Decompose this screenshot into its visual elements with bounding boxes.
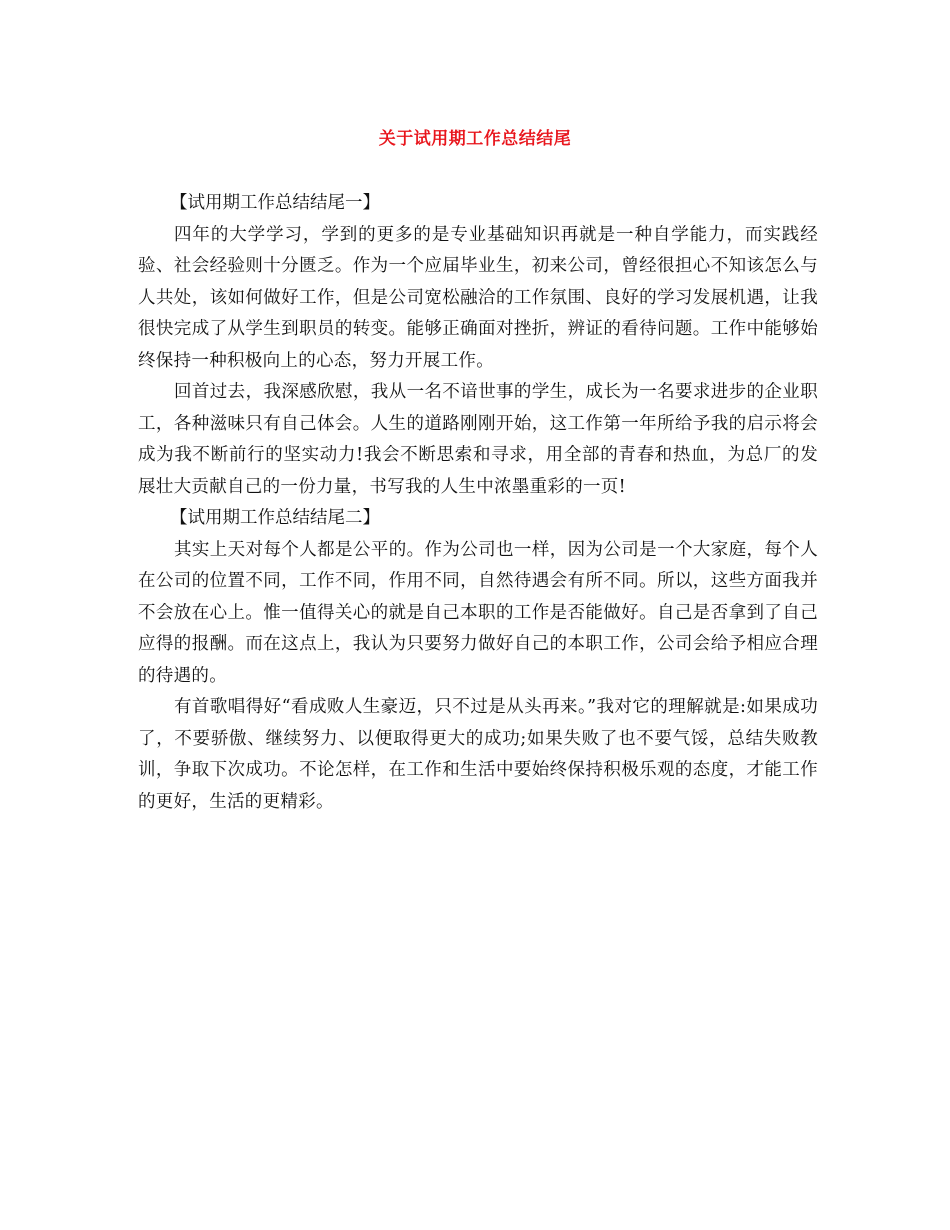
paragraph: 有首歌唱得好“看成败人生豪迈，只不过是从头再来。”我对它的理解就是:如果成功了，不要骄傲、继续努力、以便取得更大的成功;如果失败了也不要气馁，总结失败教训，争取下次成功。不论怎样，在工作和生活中要始终保持积极乐观的态度，才能工作的更好，生活的更精彩。 bbox=[138, 697, 818, 812]
section-heading-2: 【试用期工作总结结尾二】 bbox=[170, 508, 380, 528]
document-body bbox=[138, 188, 818, 818]
section-heading-1: 【试用期工作总结结尾一】 bbox=[170, 193, 380, 213]
paragraph: 其实上天对每个人都是公平的。作为公司也一样，因为公司是一个大家庭，每个人在公司的位置不同，工作不同，作用不同，自然待遇会有所不同。所以，这些方面我并不会放在心上。惟一值得关心的就是自己本职的工作是否能做好。自己是否拿到了自己应得的报酬。而在这点上，我认为只要努力做好自己的本职工作，公司会给予相应合理的待遇的。 bbox=[138, 539, 818, 686]
paragraph: 回首过去，我深感欣慰，我从一名不谙世事的学生，成长为一名要求进步的企业职工，各种滋味只有自己体会。人生的道路刚刚开始，这工作第一年所给予我的启示将会成为我不断前行的坚实动力!我会不断思索和寻求，用全部的青春和热血，为总厂的发展壮大贡献自己的一份力量，书写我的人生中浓墨重彩的一页! bbox=[138, 382, 818, 497]
document-title: 关于试用期工作总结结尾 bbox=[378, 129, 572, 149]
paragraph: 四年的大学学习，学到的更多的是专业基础知识再就是一种自学能力，而实践经验、社会经验则十分匮乏。作为一个应届毕业生，初来公司，曾经很担心不知该怎么与人共处，该如何做好工作，但是公司宽松融洽的工作氛围、良好的学习发展机遇，让我很快完成了从学生到职员的转变。能够正确面对挫折，辨证的看待问题。工作中能够始终保持一种积极向上的心态，努力开展工作。 bbox=[138, 224, 818, 371]
